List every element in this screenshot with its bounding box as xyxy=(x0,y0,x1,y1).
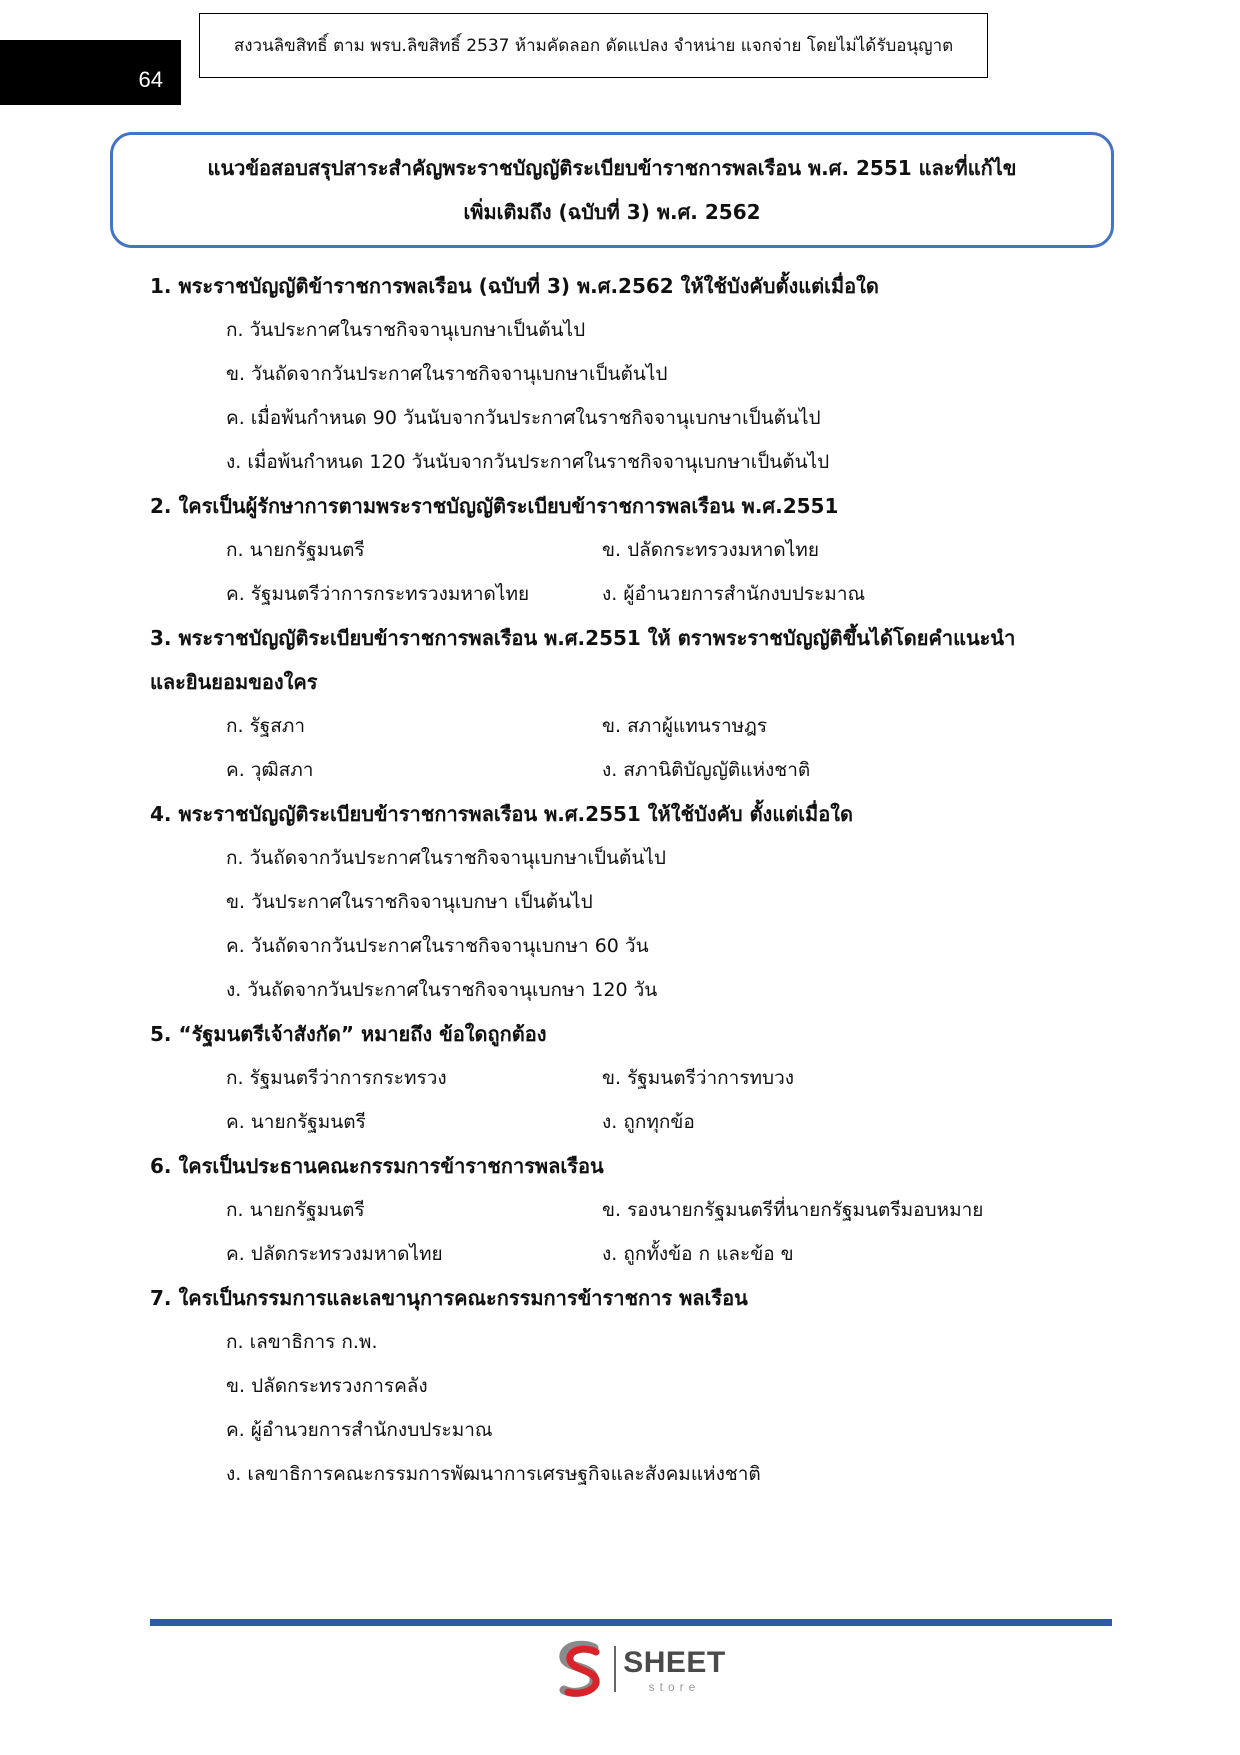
q4-option-b: ข. วันประกาศในราชกิจจานุเบกษา เป็นต้นไป xyxy=(226,891,593,913)
q1-option-d: ง. เมื่อพ้นกำหนด 120 วันนับจากวันประกาศในราชกิจจานุเบกษาเป็นต้นไป xyxy=(226,451,830,473)
page-number-box xyxy=(0,40,181,105)
title-box xyxy=(110,132,1114,248)
q1-option-a: ก. วันประกาศในราชกิจจานุเบกษาเป็นต้นไป xyxy=(226,319,586,341)
logo-subtitle: store xyxy=(648,1680,701,1694)
q6-options-row-2 xyxy=(150,1232,1090,1276)
question-list xyxy=(150,264,1090,1496)
q5-option-a: ก. รัฐมนตรีว่าการกระทรวง xyxy=(226,1067,447,1089)
q6-option-a: ก. นายกรัฐมนตรี xyxy=(226,1199,365,1221)
question-3: 3. พระราชบัญญัติระเบียบข้าราชการพลเรือน พ.ศ.2551 ให้ ตราพระราชบัญญัติขึ้นได้โดยคำแนะนำ xyxy=(150,626,1016,650)
q7-option-b: ข. ปลัดกระทรวงการคลัง xyxy=(226,1375,428,1397)
q2-option-c: ค. รัฐมนตรีว่าการกระทรวงมหาดไทย xyxy=(226,583,530,605)
footer-divider xyxy=(150,1619,1112,1626)
q7-option-c: ค. ผู้อำนวยการสำนักงบประมาณ xyxy=(226,1419,493,1441)
q7-option-a: ก. เลขาธิการ ก.พ. xyxy=(226,1331,378,1353)
q6-option-d: ง. ถูกทั้งข้อ ก และข้อ ข xyxy=(602,1243,794,1265)
logo-name: SHEET xyxy=(623,1646,726,1679)
q6-option-c: ค. ปลัดกระทรวงมหาดไทย xyxy=(226,1243,443,1265)
question-7: 7. ใครเป็นกรรมการและเลขานุการคณะกรรมการข้าราชการ พลเรือน xyxy=(150,1286,748,1310)
question-2: 2. ใครเป็นผู้รักษาการตามพระราชบัญญัติระเบียบข้าราชการพลเรือน พ.ศ.2551 xyxy=(150,494,839,518)
logo-divider xyxy=(614,1646,616,1692)
question-6: 6. ใครเป็นประธานคณะกรรมการข้าราชการพลเรือน xyxy=(150,1154,604,1178)
q6-option-b: ข. รองนายกรัฐมนตรีที่นายกรัฐมนตรีมอบหมาย xyxy=(602,1199,984,1221)
q4-option-c: ค. วันถัดจากวันประกาศในราชกิจจานุเบกษา 60 วัน xyxy=(226,935,649,957)
title-line-2: เพิ่มเติมถึง (ฉบับที่ 3) พ.ศ. 2562 xyxy=(463,200,761,224)
q3-option-b: ข. สภาผู้แทนราษฎร xyxy=(602,715,768,737)
q5-option-b: ข. รัฐมนตรีว่าการทบวง xyxy=(602,1067,795,1089)
page-number: 64 xyxy=(138,67,163,92)
q2-options-row-2 xyxy=(150,572,1090,616)
q5-option-c: ค. นายกรัฐมนตรี xyxy=(226,1111,366,1133)
q4-option-a: ก. วันถัดจากวันประกาศในราชกิจจานุเบกษาเป็นต้นไป xyxy=(226,847,666,869)
q2-option-b: ข. ปลัดกระทรวงมหาดไทย xyxy=(602,539,819,561)
q4-option-d: ง. วันถัดจากวันประกาศในราชกิจจานุเบกษา 120 วัน xyxy=(226,979,658,1001)
question-4: 4. พระราชบัญญัติระเบียบข้าราชการพลเรือน พ.ศ.2551 ให้ใช้บังคับ ตั้งแต่เมื่อใด xyxy=(150,802,853,826)
question-1: 1. พระราชบัญญัติข้าราชการพลเรือน (ฉบับที่ 3) พ.ศ.2562 ให้ใช้บังคับตั้งแต่เมื่อใด xyxy=(150,274,879,298)
question-5: 5. “รัฐมนตรีเจ้าสังกัด” หมายถึง ข้อใดถูกต้อง xyxy=(150,1022,547,1046)
q1-option-b: ข. วันถัดจากวันประกาศในราชกิจจานุเบกษาเป็นต้นไป xyxy=(226,363,668,385)
q5-option-d: ง. ถูกทุกข้อ xyxy=(602,1111,695,1133)
q2-option-d: ง. ผู้อำนวยการสำนักงบประมาณ xyxy=(602,583,866,605)
q2-option-a: ก. นายกรัฐมนตรี xyxy=(226,539,365,561)
q1-option-c: ค. เมื่อพ้นกำหนด 90 วันนับจากวันประกาศในราชกิจจานุเบกษาเป็นต้นไป xyxy=(226,407,821,429)
q2-options-row-1 xyxy=(150,528,1090,572)
title-line-1: แนวข้อสอบสรุปสาระสำคัญพระราชบัญญัติระเบียบข้าราชการพลเรือน พ.ศ. 2551 และที่แก้ไข xyxy=(207,156,1017,180)
q3-option-c: ค. วุฒิสภา xyxy=(226,759,314,781)
q7-option-d: ง. เลขาธิการคณะกรรมการพัฒนาการเศรษฐกิจและสังคมแห่งชาติ xyxy=(226,1463,761,1485)
q5-options-row-2 xyxy=(150,1100,1090,1144)
q6-options-row-1 xyxy=(150,1188,1090,1232)
q3-option-d: ง. สภานิติบัญญัติแห่งชาติ xyxy=(602,759,811,781)
sheet-store-logo-icon xyxy=(554,1640,610,1700)
q3-option-a: ก. รัฐสภา xyxy=(226,715,306,737)
q3-options-row-2 xyxy=(150,748,1090,792)
q5-options-row-1 xyxy=(150,1056,1090,1100)
copyright-notice: สงวนลิขสิทธิ์ ตาม พรบ.ลิขสิทธิ์ 2537 ห้ามคัดลอก ดัดแปลง จำหน่าย แจกจ่าย โดยไม่ได้รับอนุญาต xyxy=(199,13,988,78)
question-3-continued: และยินยอมของใคร xyxy=(150,670,318,694)
q3-options-row-1 xyxy=(150,704,1090,748)
